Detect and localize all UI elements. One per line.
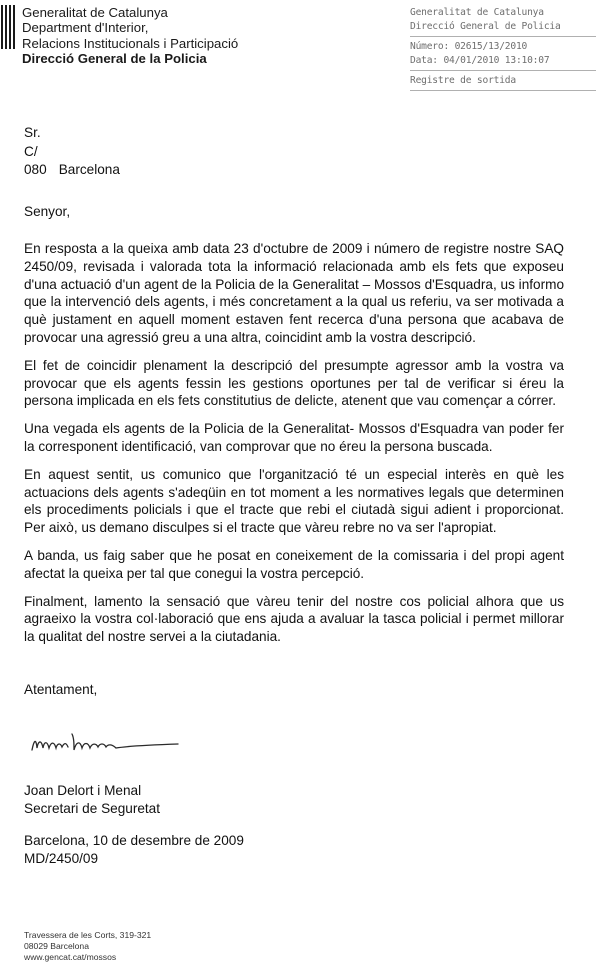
generalitat-logo-icon bbox=[0, 5, 16, 49]
letter-body bbox=[24, 240, 564, 656]
signer-name: Joan Delort i Menal bbox=[24, 783, 142, 798]
footer bbox=[24, 930, 151, 963]
signer bbox=[24, 782, 160, 818]
footer-web: www.gencat.cat/mossos bbox=[24, 952, 117, 962]
body-paragraph: Finalment, lamento la sensació que vàreu tenir del nostre cos policial alhora que us agraeixo la vostra col·laboració que ens ajuda a avaluar la tasca policial i permet millorar la qualitat del nostre servei a la ciutadania. bbox=[24, 593, 564, 645]
stamp-registry: Registre de sortida bbox=[410, 75, 516, 86]
letterhead bbox=[22, 5, 238, 67]
registry-stamp bbox=[410, 6, 596, 94]
recipient-address bbox=[24, 124, 120, 180]
place-date: Barcelona, 10 de desembre de 2009 bbox=[24, 833, 244, 848]
stamp-divider bbox=[410, 36, 596, 37]
recipient-city-line bbox=[24, 161, 120, 180]
closing: Atentament, bbox=[24, 682, 98, 697]
stamp-number: Número: 02615/13/2010 bbox=[410, 41, 528, 52]
stamp-line-2: Direcció General de Policia bbox=[410, 21, 561, 32]
body-paragraph: En aquest sentit, us comunico que l'organització té un especial interès en què les actuacions dels agents s'adeqüin en tot moment a les normatives legals que determinen els procediments policials i que el tracte que rebi el ciutadà sigui adient i proporcionat. Per això, us demano disculpes si el tracte que vàreu rebre no va ser l'apropiat. bbox=[24, 466, 564, 536]
place-and-reference bbox=[24, 832, 244, 868]
stamp-divider bbox=[410, 90, 596, 91]
letterhead-division: Direcció General de la Policia bbox=[22, 51, 207, 67]
stamp-line-1: Generalitat de Catalunya bbox=[410, 7, 544, 18]
stamp-divider bbox=[410, 70, 596, 71]
recipient-street: C/ bbox=[24, 143, 38, 159]
footer-address: Travessera de les Corts, 319-321 bbox=[24, 930, 152, 940]
recipient-postcode: 080 bbox=[24, 162, 47, 177]
body-paragraph: En resposta a la queixa amb data 23 d'octubre de 2009 i número de registre nostre SAQ 2450/09, revisada i valorada tota la informació relacionada amb els fets que exposeu d'una actuació d'un agent de la Policia de la Generalitat – Mossos d'Esquadra, us informo que la intervenció dels agents, i més concretament a la qual us referiu, va ser motivada a què justament en aquell moment estaven fent recerca d'una persona que acabava de provocar una agressió greu a una altra, coincidint amb la vostra descripció. bbox=[24, 241, 564, 345]
letterhead-line: Generalitat de Catalunya bbox=[22, 5, 168, 20]
body-paragraph: El fet de coincidir plenament la descripció del presumpte agressor amb la vostra va provocar que els agents fessin les gestions oportunes per tal de verificar si éreu la persona implicada en els fets constitutius de delicte, atenent que vau començar a córrer. bbox=[24, 357, 564, 409]
letterhead-line: Department d'Interior, bbox=[22, 20, 149, 36]
footer-postal: 08029 Barcelona bbox=[24, 941, 89, 951]
body-paragraph: A banda, us faig saber que he posat en coneixement de la comissaria i del propi agent afectat la queixa per tal que conegui la vostra percepció. bbox=[24, 547, 564, 581]
salutation: Senyor, bbox=[24, 204, 71, 219]
recipient-title: Sr. bbox=[24, 125, 41, 140]
body-paragraph: Una vegada els agents de la Policia de la Generalitat- Mossos d'Esquadra van poder fer la corresponent identificació, van comprovar que no éreu la persona buscada. bbox=[24, 421, 564, 454]
signature-icon bbox=[28, 728, 188, 758]
reference: MD/2450/09 bbox=[24, 850, 99, 866]
signer-role: Secretari de Seguretat bbox=[24, 800, 161, 816]
recipient-city: Barcelona bbox=[58, 162, 120, 177]
stamp-date: Data: 04/01/2010 13:10:07 bbox=[410, 55, 550, 66]
letterhead-line: Relacions Institucionals i Participació bbox=[22, 35, 239, 51]
